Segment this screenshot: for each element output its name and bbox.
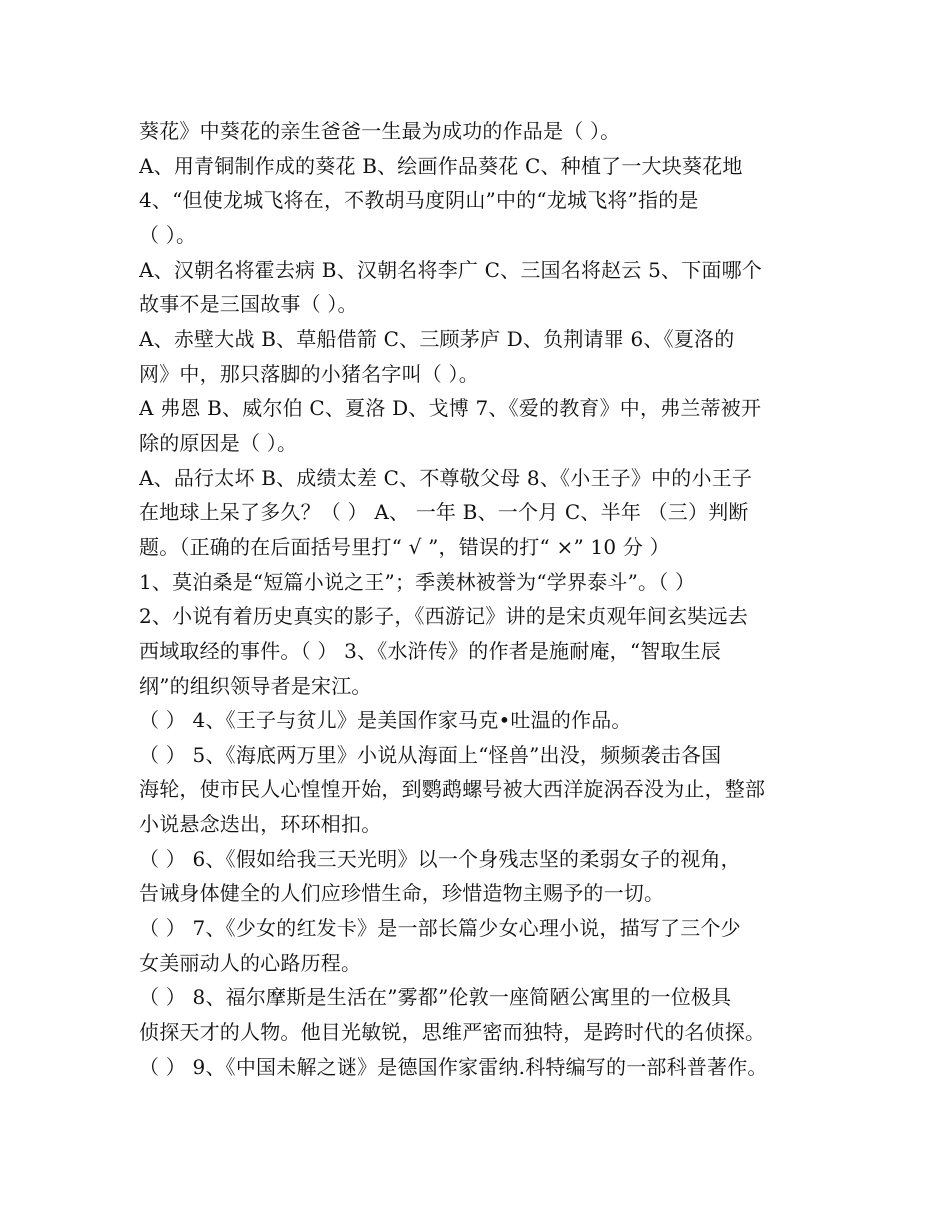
text-line-19: （ ） 5、《海底两万里》小说从海面上“怪兽”出没，频频袭击各国 bbox=[139, 742, 722, 767]
text-line-11: A、品行太坏 B、成绩太差 C、不尊敬父母 8、《小王子》中的小王子 bbox=[139, 465, 753, 490]
text-line-17: 纲”的组织领导者是宋江。 bbox=[139, 673, 372, 698]
text-line-24: （ ） 7、《少女的红发卡》是一部长篇少女心理小说，描写了三个少 bbox=[139, 916, 741, 941]
text-line-8: 网》中，那只落脚的小猪名字叫（ ）。 bbox=[139, 361, 479, 386]
text-line-5: A、汉朝名将霍去病 B、汉朝名将李广 C、三国名将赵云 5、下面哪个 bbox=[139, 257, 763, 282]
text-line-16: 西域取经的事件。（ ） 3、《水浒传》的作者是施耐庵，“智取生辰 bbox=[139, 638, 722, 663]
text-line-20: 海轮，使市民人心惶惶开始，到鹦鹉螺号被大西洋旋涡吞没为止，整部 bbox=[139, 777, 766, 802]
text-line-25: 女美丽动人的心路历程。 bbox=[139, 950, 362, 975]
text-line-2: A、用青铜制作成的葵花 B、绘画作品葵花 C、种植了一大块葵花地 bbox=[139, 153, 743, 178]
text-line-15: 2、小说有着历史真实的影子，《西游记》讲的是宋贞观年间玄奘远去 bbox=[139, 604, 748, 629]
text-line-7: A、赤壁大战 B、草船借箭 C、三顾茅庐 D、负荆请罪 6、《夏洛的 bbox=[139, 326, 735, 351]
text-line-10: 除的原因是（ ）。 bbox=[139, 430, 298, 455]
text-line-1: 葵花》中葵花的亲生爸爸一生最为成功的作品是（ ）。 bbox=[139, 119, 621, 143]
text-line-12: 在地球上呆了多久？（ ） A、 一年 B、一个月 C、半年 （三）判断 bbox=[139, 500, 749, 525]
text-line-9: A 弗恩 B、威尔伯 C、夏洛 D、戈博 7、《爱的教育》中，弗兰蒂被开 bbox=[139, 396, 762, 421]
text-line-26: （ ） 8、福尔摩斯是生活在”雾都”伦敦一座简陋公寓里的一位极具 bbox=[139, 985, 732, 1010]
text-line-21: 小说悬念迭出，环环相扣。 bbox=[139, 812, 382, 837]
text-line-3: 4、“但使龙城飞将在，不教胡马度阴山”中的“龙城飞将”指的是 bbox=[139, 188, 699, 213]
text-line-6: 故事不是三国故事（ ）。 bbox=[139, 292, 358, 317]
document-body bbox=[139, 116, 829, 1086]
text-line-14: 1、莫泊桑是“短篇小说之王”；季羡林被誉为“学界泰斗”。（ ） bbox=[139, 569, 696, 594]
text-line-4: （ ）。 bbox=[139, 222, 197, 247]
text-line-22: （ ） 6、《假如给我三天光明》以一个身残志坚的柔弱女子的视角， bbox=[139, 846, 741, 871]
text-line-27: 侦探天才的人物。他目光敏锐，思维严密而独特，是跨时代的名侦探。 bbox=[139, 1020, 766, 1045]
text-line-13: 题。（正确的在后面括号里打“ √ ”，错误的打“ ×” 10 分 ） bbox=[139, 534, 670, 559]
text-line-23: 告诫身体健全的人们应珍惜生命，珍惜造物主赐予的一切。 bbox=[139, 881, 665, 906]
text-line-28: （ ） 9、《中国未解之谜》是德国作家雷纳.科特编写的一部科普著作。 bbox=[139, 1054, 768, 1079]
text-line-18: （ ） 4、《王子与贫儿》是美国作家马克•吐温的作品。 bbox=[139, 708, 632, 733]
